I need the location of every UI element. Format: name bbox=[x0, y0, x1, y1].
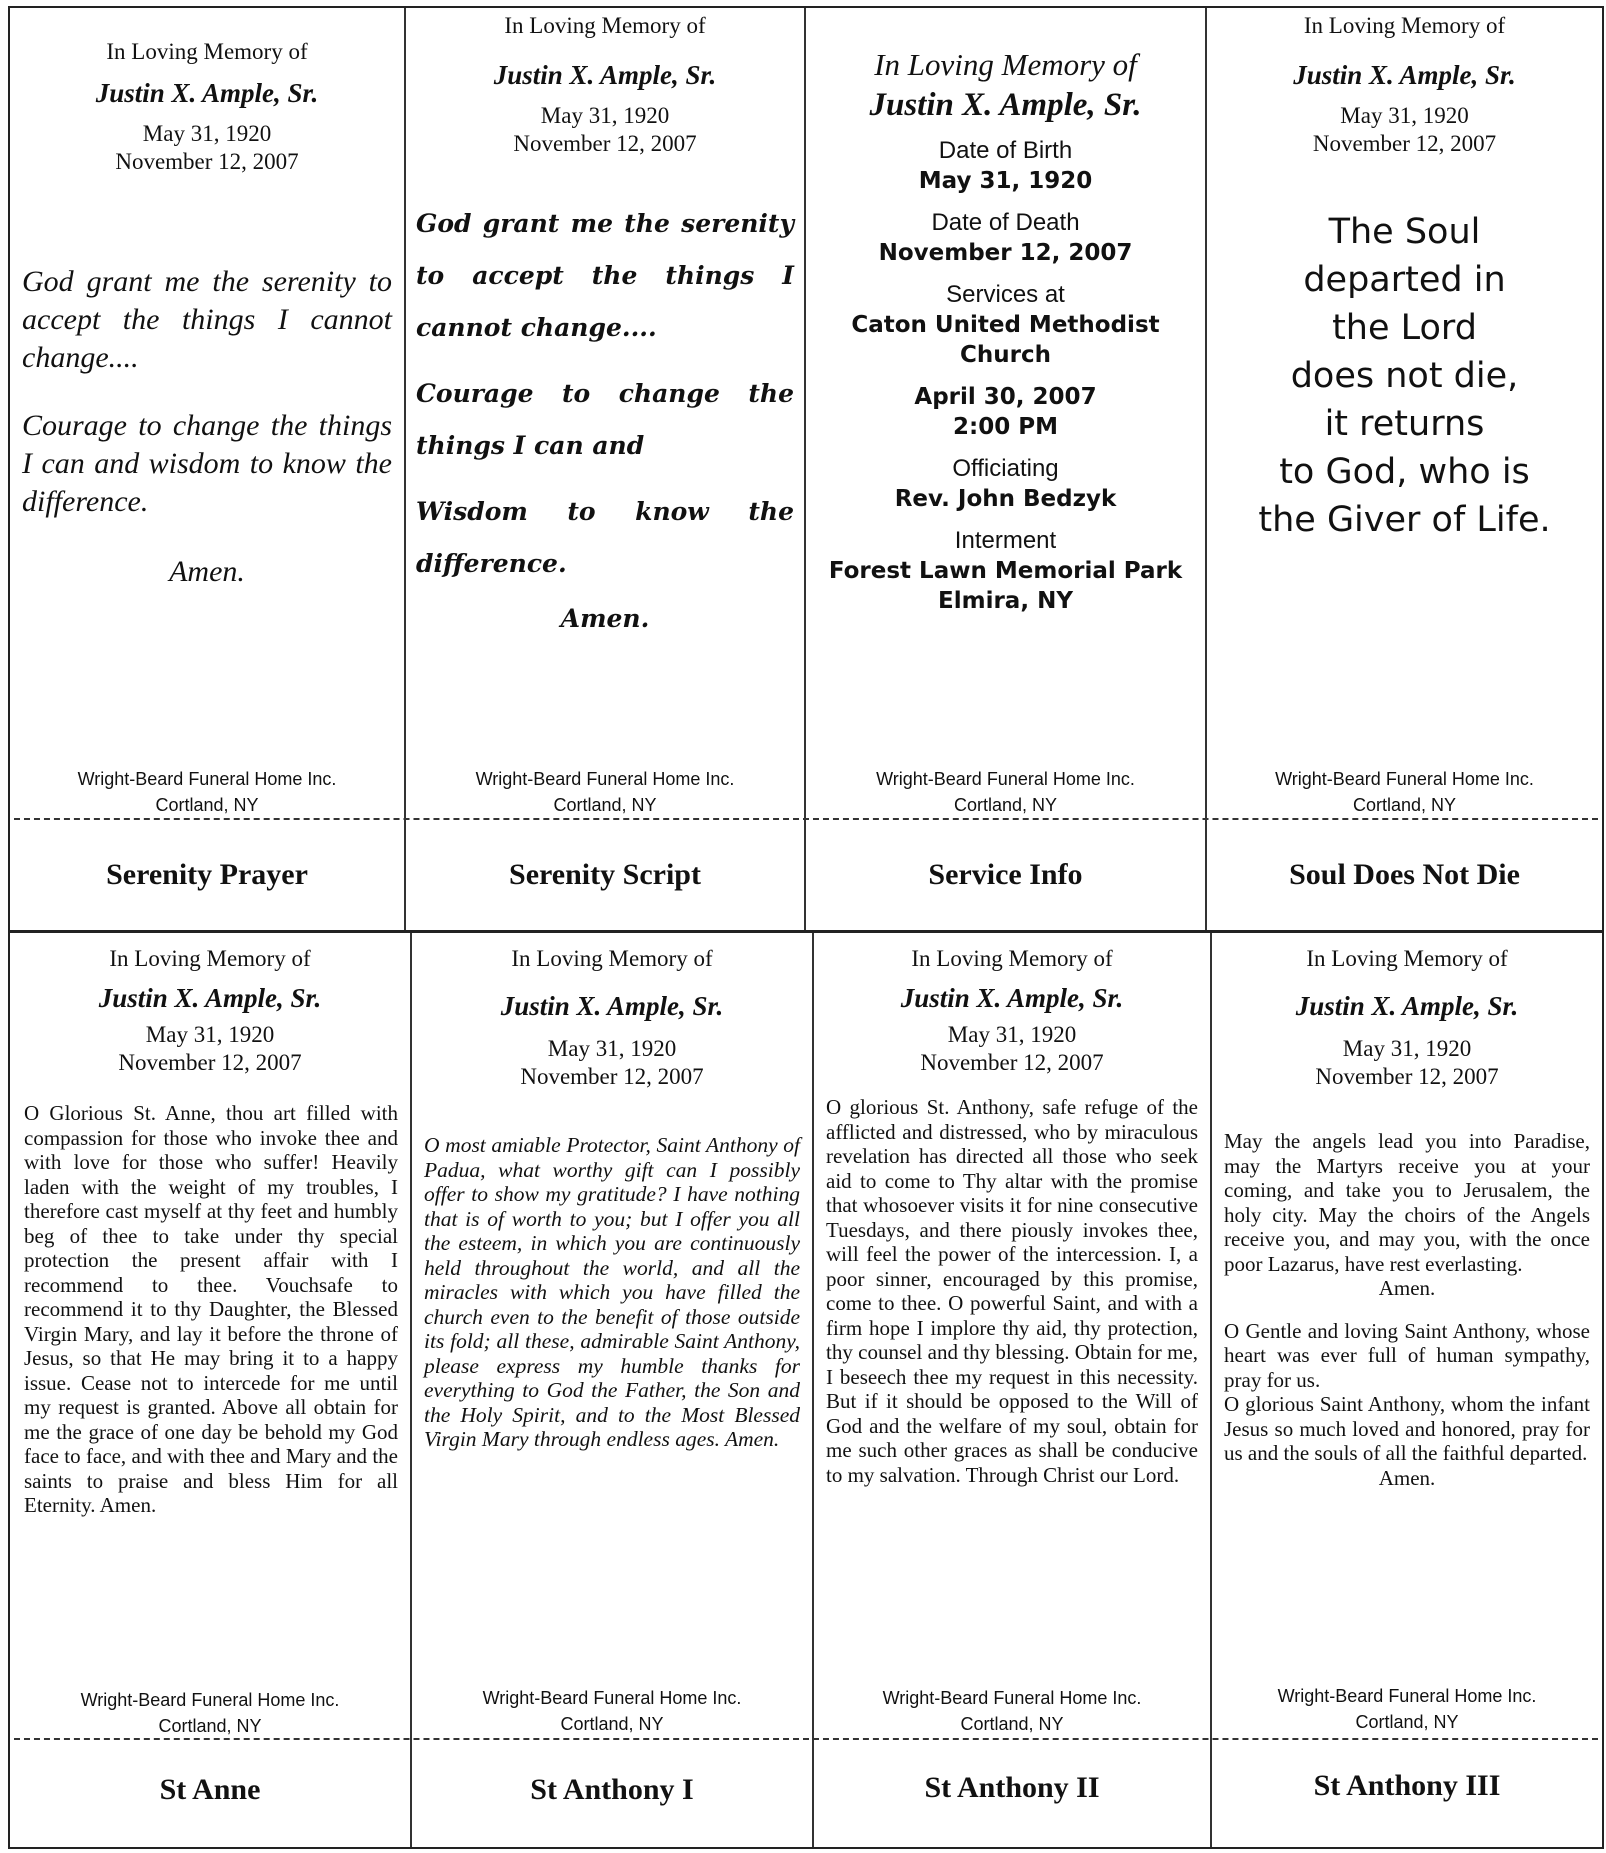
birth-date: May 31, 1920 bbox=[947, 1022, 1077, 1047]
card-caption: St Anne bbox=[159, 1773, 261, 1806]
card-serenity-script[interactable] bbox=[406, 8, 804, 930]
funeral-home-location: Cortland, NY bbox=[1352, 795, 1457, 815]
death-date: November 12, 2007 bbox=[118, 1050, 302, 1075]
deceased-name: Justin X. Ample, Sr. bbox=[493, 60, 717, 90]
death-date: November 12, 2007 bbox=[1312, 131, 1497, 156]
deceased-name: Justin X. Ample, Sr. bbox=[500, 991, 724, 1021]
birth-date: May 31, 1920 bbox=[145, 1022, 275, 1047]
card-caption: Service Info bbox=[928, 858, 1083, 891]
funeral-home-name: Wright-Beard Funeral Home Inc. bbox=[1275, 769, 1534, 789]
amen-text: Amen. bbox=[560, 604, 650, 633]
deceased-name: Justin X. Ample, Sr. bbox=[1295, 991, 1519, 1021]
prayer-paragraph: May the angels lead you into Paradise, may the Martyrs receive you at your coming, and take you to Jerusalem, the holy city. May the choirs of the Angels receive you, and may you, with the once poor Lazarus, have rest everlasting. bbox=[1224, 1129, 1590, 1276]
death-date: November 12, 2007 bbox=[513, 131, 697, 156]
memory-heading: In Loving Memory of bbox=[109, 946, 311, 971]
birth-date: May 31, 1920 bbox=[1342, 1036, 1472, 1061]
funeral-home-location: Cortland, NY bbox=[155, 795, 259, 815]
verse-line: does not die, bbox=[1290, 356, 1519, 396]
card-caption: St Anthony I bbox=[530, 1773, 694, 1806]
dod-label: Date of Death bbox=[931, 209, 1080, 236]
soul-verse bbox=[1207, 208, 1602, 544]
dob-label: Date of Birth bbox=[938, 137, 1073, 164]
funeral-home-location: Cortland, NY bbox=[553, 795, 657, 815]
prayer-paragraph: Wisdom to know the difference. bbox=[416, 497, 794, 578]
death-date: November 12, 2007 bbox=[520, 1064, 704, 1089]
funeral-home-name: Wright-Beard Funeral Home Inc. bbox=[77, 769, 337, 789]
verse-line: departed in bbox=[1303, 260, 1506, 300]
card-caption: Serenity Prayer bbox=[106, 858, 308, 891]
card-st-anne[interactable] bbox=[10, 933, 410, 1847]
card-soul-does-not-die[interactable] bbox=[1207, 8, 1602, 930]
amen-text: Amen. bbox=[169, 555, 245, 588]
service-date: April 30, 2007 bbox=[914, 384, 1097, 410]
funeral-home-name: Wright-Beard Funeral Home Inc. bbox=[1277, 1686, 1537, 1706]
funeral-home-name: Wright-Beard Funeral Home Inc. bbox=[80, 1690, 340, 1710]
interment-city: Elmira, NY bbox=[938, 588, 1073, 614]
prayer-paragraph: God grant me the serenity to accept the things I cannot change.... bbox=[416, 209, 794, 342]
prayer-paragraph: God grant me the serenity to accept the things I cannot change.... bbox=[22, 265, 392, 374]
deceased-name: Justin X. Ample, Sr. bbox=[1293, 60, 1516, 90]
verse-line: to God, who is bbox=[1279, 452, 1530, 492]
card-caption: Serenity Script bbox=[509, 858, 701, 891]
memorial-card-sheet bbox=[8, 6, 1604, 1849]
funeral-home-name: Wright-Beard Funeral Home Inc. bbox=[475, 769, 735, 789]
service-time: 2:00 PM bbox=[953, 414, 1058, 440]
funeral-home-name: Wright-Beard Funeral Home Inc. bbox=[482, 1688, 742, 1708]
memory-heading: In Loving Memory of bbox=[874, 47, 1137, 82]
card-caption: St Anthony III bbox=[1313, 1769, 1501, 1802]
card-serenity-prayer[interactable] bbox=[10, 8, 404, 930]
amen-text: Amen. bbox=[1378, 1276, 1436, 1300]
prayer-paragraph: Courage to change the things I can and wisdom to know the difference. bbox=[22, 409, 392, 518]
amen-text: Amen. bbox=[1378, 1465, 1436, 1490]
memory-heading: In Loving Memory of bbox=[106, 39, 308, 64]
deceased-name: Justin X. Ample, Sr. bbox=[98, 983, 322, 1013]
birth-date: May 31, 1920 bbox=[142, 121, 272, 146]
verse-line: the Lord bbox=[1332, 308, 1477, 348]
interment-value: Forest Lawn Memorial Park bbox=[828, 558, 1183, 584]
deceased-name: Justin X. Ample, Sr. bbox=[900, 983, 1124, 1013]
memory-heading: In Loving Memory of bbox=[1303, 13, 1506, 38]
death-date: November 12, 2007 bbox=[115, 149, 299, 174]
officiant-value: Rev. John Bedzyk bbox=[894, 486, 1117, 512]
verse-line: the Giver of Life. bbox=[1258, 500, 1551, 540]
prayer-paragraph: O glorious Saint Anthony, whom the infant Jesus so much loved and honored, pray for us and the souls of all the faithful departed. bbox=[1224, 1392, 1590, 1465]
memory-heading: In Loving Memory of bbox=[1306, 946, 1508, 971]
prayer-text: O glorious St. Anthony, safe refuge of the afflicted and distressed, who by miraculous revelation has directed all those who seek aid to come to Thy altar with the promise that whosoever visits it for nine consecutive Tuesdays, and there piously invokes thee, will feel the power of the intercession. I, a poor sinner, encouraged by this promise, come to thee. O powerful Saint, and with a firm hope I implore thy aid, thy protection, thy counsel and thy blessing. Obtain for me, I beseech thee my request in this necessity. But if it should be opposed to the Will of God and the welfare of my soul, obtain for me such other graces as shall be conducive to my salvation. Through Christ our Lord. bbox=[826, 1095, 1198, 1487]
funeral-home-location: Cortland, NY bbox=[1355, 1712, 1459, 1732]
memory-heading: In Loving Memory of bbox=[911, 946, 1113, 971]
birth-date: May 31, 1920 bbox=[540, 103, 670, 128]
card-service-info[interactable] bbox=[806, 8, 1205, 930]
officiating-label: Officiating bbox=[952, 455, 1059, 482]
card-caption: St Anthony II bbox=[924, 1771, 1100, 1804]
birth-date: May 31, 1920 bbox=[547, 1036, 677, 1061]
dod-value: November 12, 2007 bbox=[878, 240, 1133, 266]
funeral-home-name: Wright-Beard Funeral Home Inc. bbox=[882, 1688, 1142, 1708]
verse-line: The Soul bbox=[1328, 212, 1481, 252]
funeral-home-location: Cortland, NY bbox=[158, 1716, 262, 1736]
funeral-home-name: Wright-Beard Funeral Home Inc. bbox=[876, 769, 1135, 789]
card-st-anthony-3[interactable] bbox=[1212, 933, 1602, 1847]
services-label: Services at bbox=[946, 281, 1065, 308]
prayer-text: O most amiable Protector, Saint Anthony of Padua, what worthy gift can I possibly offer to show my gratitude? I have nothing that is of worth to you; but I offer you all the esteem, in which you are continuously held throughout the world, and all the miracles with which you have filled the church even to the benefit of those outside its fold; all these, admirable Saint Anthony, please express my humble thanks for everything to God the Father, the Son and the Holy Spirit, and to the Most Blessed Virgin Mary through endless ages. Amen. bbox=[424, 1133, 800, 1451]
card-st-anthony-1[interactable] bbox=[412, 933, 812, 1847]
card-caption: Soul Does Not Die bbox=[1289, 858, 1520, 891]
death-date: November 12, 2007 bbox=[920, 1050, 1104, 1075]
prayer-text: O Glorious St. Anne, thou art filled with compassion for those who invoke thee and with love for those who suffer! Heavily laden with the weight of my troubles, I therefore cast myself at thy feet and humbly beg of thee to take under thy special protection the present affair with I recommend to thee. Vouchsafe to recommend it to thy Daughter, the Blessed Virgin Mary, and lay it before the throne of Jesus, so that He may bring it to a happy issue. Cease not to intercede for me until my request is granted. Above all obtain for me the grace of one day be behold my God face to face, and with thee and Mary and the saints to praise and bless Him for all Eternity. Amen. bbox=[24, 1101, 398, 1517]
memory-heading: In Loving Memory of bbox=[504, 13, 706, 38]
prayer-paragraph: Courage to change the things I can and bbox=[416, 379, 794, 460]
card-st-anthony-2[interactable] bbox=[814, 933, 1210, 1847]
deceased-name: Justin X. Ample, Sr. bbox=[869, 87, 1142, 123]
deceased-name: Justin X. Ample, Sr. bbox=[95, 78, 319, 108]
birth-date: May 31, 1920 bbox=[1340, 103, 1469, 128]
services-value: Caton United Methodist Church bbox=[851, 312, 1160, 368]
funeral-home-location: Cortland, NY bbox=[953, 795, 1058, 815]
dob-value: May 31, 1920 bbox=[918, 168, 1093, 194]
funeral-home-location: Cortland, NY bbox=[560, 1714, 664, 1734]
interment-label: Interment bbox=[954, 527, 1057, 554]
prayer-paragraph: O Gentle and loving Saint Anthony, whose heart was ever full of human sympathy, pray for us. bbox=[1224, 1318, 1590, 1392]
funeral-home-location: Cortland, NY bbox=[960, 1714, 1064, 1734]
memory-heading: In Loving Memory of bbox=[511, 946, 713, 971]
verse-line: it returns bbox=[1324, 404, 1485, 444]
death-date: November 12, 2007 bbox=[1315, 1064, 1499, 1089]
